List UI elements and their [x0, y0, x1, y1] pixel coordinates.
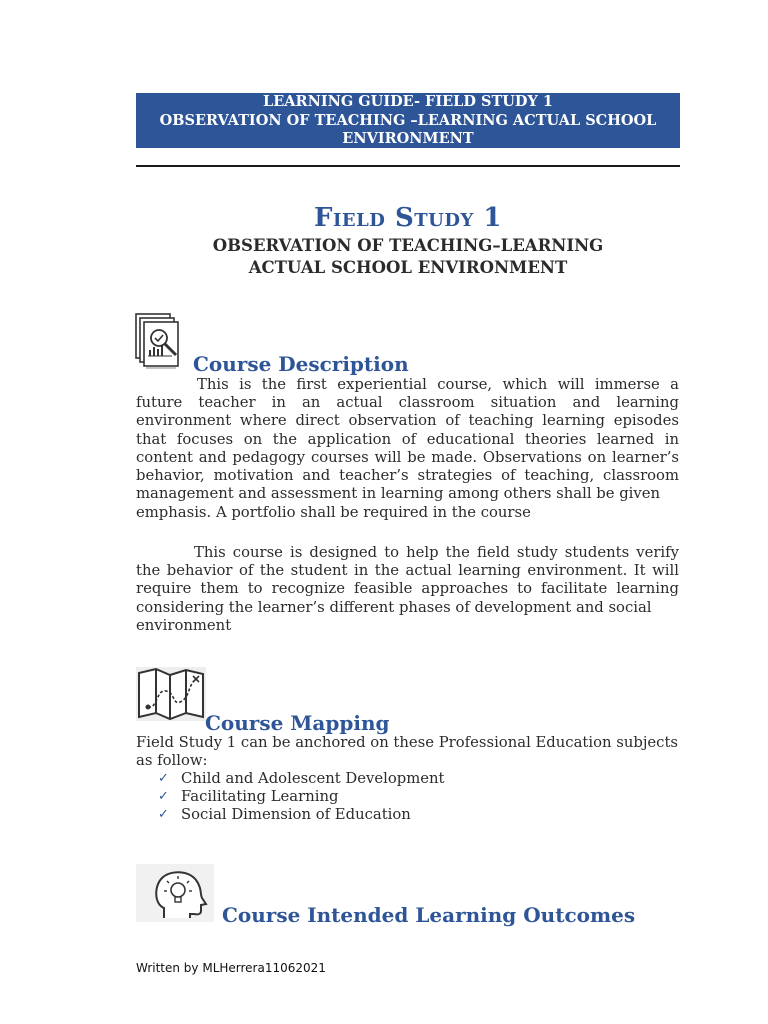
banner-line-3: ENVIRONMENT: [342, 130, 474, 147]
course-mapping-list: [158, 770, 445, 825]
checkmark-icon: ✓: [158, 807, 169, 823]
checkmark-icon: ✓: [158, 789, 169, 805]
head-lightbulb-icon: [136, 864, 214, 922]
header-banner: [136, 93, 680, 148]
header-divider: [136, 165, 680, 167]
list-item: [158, 770, 445, 788]
checkmark-icon: ✓: [158, 771, 169, 786]
map-route-icon: [136, 667, 206, 721]
paragraph-1-last-line: emphasis. A portfolio shall be required in the course: [136, 504, 531, 521]
course-mapping-intro: Field Study 1 can be anchored on these Professional Education subjects as follow:: [136, 734, 679, 770]
paragraph-2-last-line: environment: [136, 617, 232, 634]
list-item: [158, 806, 445, 824]
document-magnifier-icon: [134, 312, 188, 370]
banner-line-2: OBSERVATION OF TEACHING –LEARNING ACTUAL SCHOOL: [159, 111, 657, 129]
banner-line-1: LEARNING GUIDE- FIELD STUDY 1: [263, 93, 553, 110]
course-description-paragraph-2-end: [136, 617, 679, 635]
course-description-paragraph-1-end: [136, 504, 679, 522]
footer-author: Written by MLHerrera11062021: [136, 961, 326, 975]
course-description-heading: Course Description: [193, 352, 409, 376]
course-description-paragraph-2: [136, 544, 679, 617]
paragraph-1-body: This is the first experiential course, which will immerse a future teacher in an actual classroom situation and learning environment where direct observation of teaching learning episodes that focuses on the application of educational theories learned in content and pedagogy courses will be made. Observations on learner’s behavior, motivation and teacher’s strategies of teaching, classroom management and assessment in learning among others shall be given: [136, 376, 679, 503]
course-description-paragraph-1: [136, 376, 679, 503]
list-item-label: Child and Adolescent Development: [181, 770, 445, 787]
page-title: Field Study 1: [314, 203, 502, 233]
list-item: [158, 788, 445, 806]
course-mapping-heading: Course Mapping: [205, 711, 390, 735]
learning-outcomes-heading: Course Intended Learning Outcomes: [222, 903, 636, 927]
list-item-label: Facilitating Learning: [181, 788, 339, 806]
subtitle-line-1: OBSERVATION OF TEACHING–LEARNING: [212, 236, 604, 255]
subtitle-line-2: ACTUAL SCHOOL ENVIRONMENT: [248, 258, 568, 277]
page-subtitle: [136, 235, 680, 279]
list-item-label: Social Dimension of Education: [181, 806, 411, 824]
paragraph-2-body: This course is designed to help the field study students verify the behavior of the student in the actual learning environment. It will require them to recognize feasible approaches to facilitate learning considering the learner’s different phases of development and social: [136, 544, 679, 616]
